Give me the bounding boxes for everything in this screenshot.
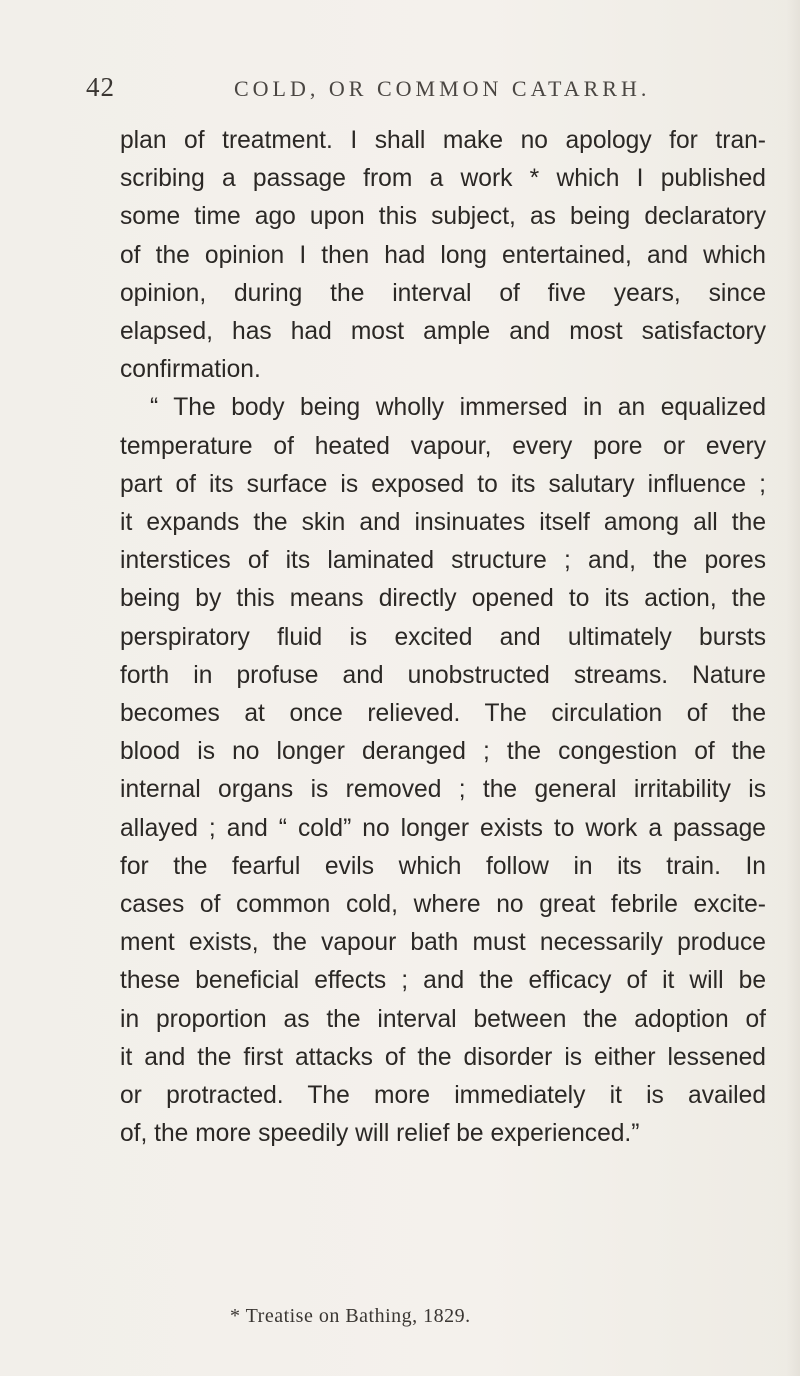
text-line: of the opinion I then had long entertained, and which (120, 241, 766, 269)
text-line: forth in profuse and unobstructed streams. Nature (120, 661, 766, 689)
page-header (86, 72, 786, 112)
text-line: blood is no longer deranged ; the congestion of the (120, 738, 766, 766)
text-line: confirmation. (120, 356, 261, 384)
text-line: perspiratory fluid is excited and ultimately bursts (120, 623, 766, 651)
text-line: cases of common cold, where no great febrile excite- (120, 891, 766, 919)
text-line: in proportion as the interval between the adoption of (120, 1005, 766, 1033)
text-line: it and the first attacks of the disorder is either lessened (120, 1043, 766, 1071)
text-line: becomes at once relieved. The circulation of the (120, 700, 766, 728)
text-line: elapsed, has had most ample and most satisfactory (120, 318, 766, 346)
text-line: of, the more speedily will relief be experienced.” (120, 1120, 640, 1148)
text-line: some time ago upon this subject, as being declaratory (120, 203, 766, 231)
text-line: it expands the skin and insinuates itself among all the (120, 509, 766, 537)
text-line: allayed ; and “ cold” no longer exists to work a passage (120, 814, 766, 842)
text-line: “ The body being wholly immersed in an equalized (150, 394, 766, 422)
text-line: being by this means directly opened to its action, the (120, 585, 766, 613)
text-line: opinion, during the interval of five years, since (120, 279, 766, 307)
text-line: plan of treatment. I shall make no apology for tran- (120, 127, 766, 154)
footnote: * Treatise on Bathing, 1829. (230, 1305, 471, 1327)
text-line: ment exists, the vapour bath must necessarily produce (120, 929, 766, 957)
text-line: temperature of heated vapour, every pore or every (120, 432, 766, 460)
text-line: internal organs is removed ; the general irritability is (120, 776, 766, 804)
page-edge-shadow (786, 0, 800, 1376)
text-line: part of its surface is exposed to its salutary influence ; (120, 470, 766, 498)
text-line: or protracted. The more immediately it is availed (120, 1082, 766, 1110)
body-text (120, 122, 766, 1153)
text-line: these beneficial effects ; and the efficacy of it will be (120, 967, 766, 995)
text-line: interstices of its laminated structure ; and, the pores (120, 547, 766, 575)
page-number: 42 (86, 72, 115, 102)
running-head: COLD, OR COMMON CATARRH. (234, 76, 651, 101)
text-line: scribing a passage from a work * which I published (120, 165, 766, 193)
text-line: for the fearful evils which follow in its train. In (120, 852, 766, 880)
